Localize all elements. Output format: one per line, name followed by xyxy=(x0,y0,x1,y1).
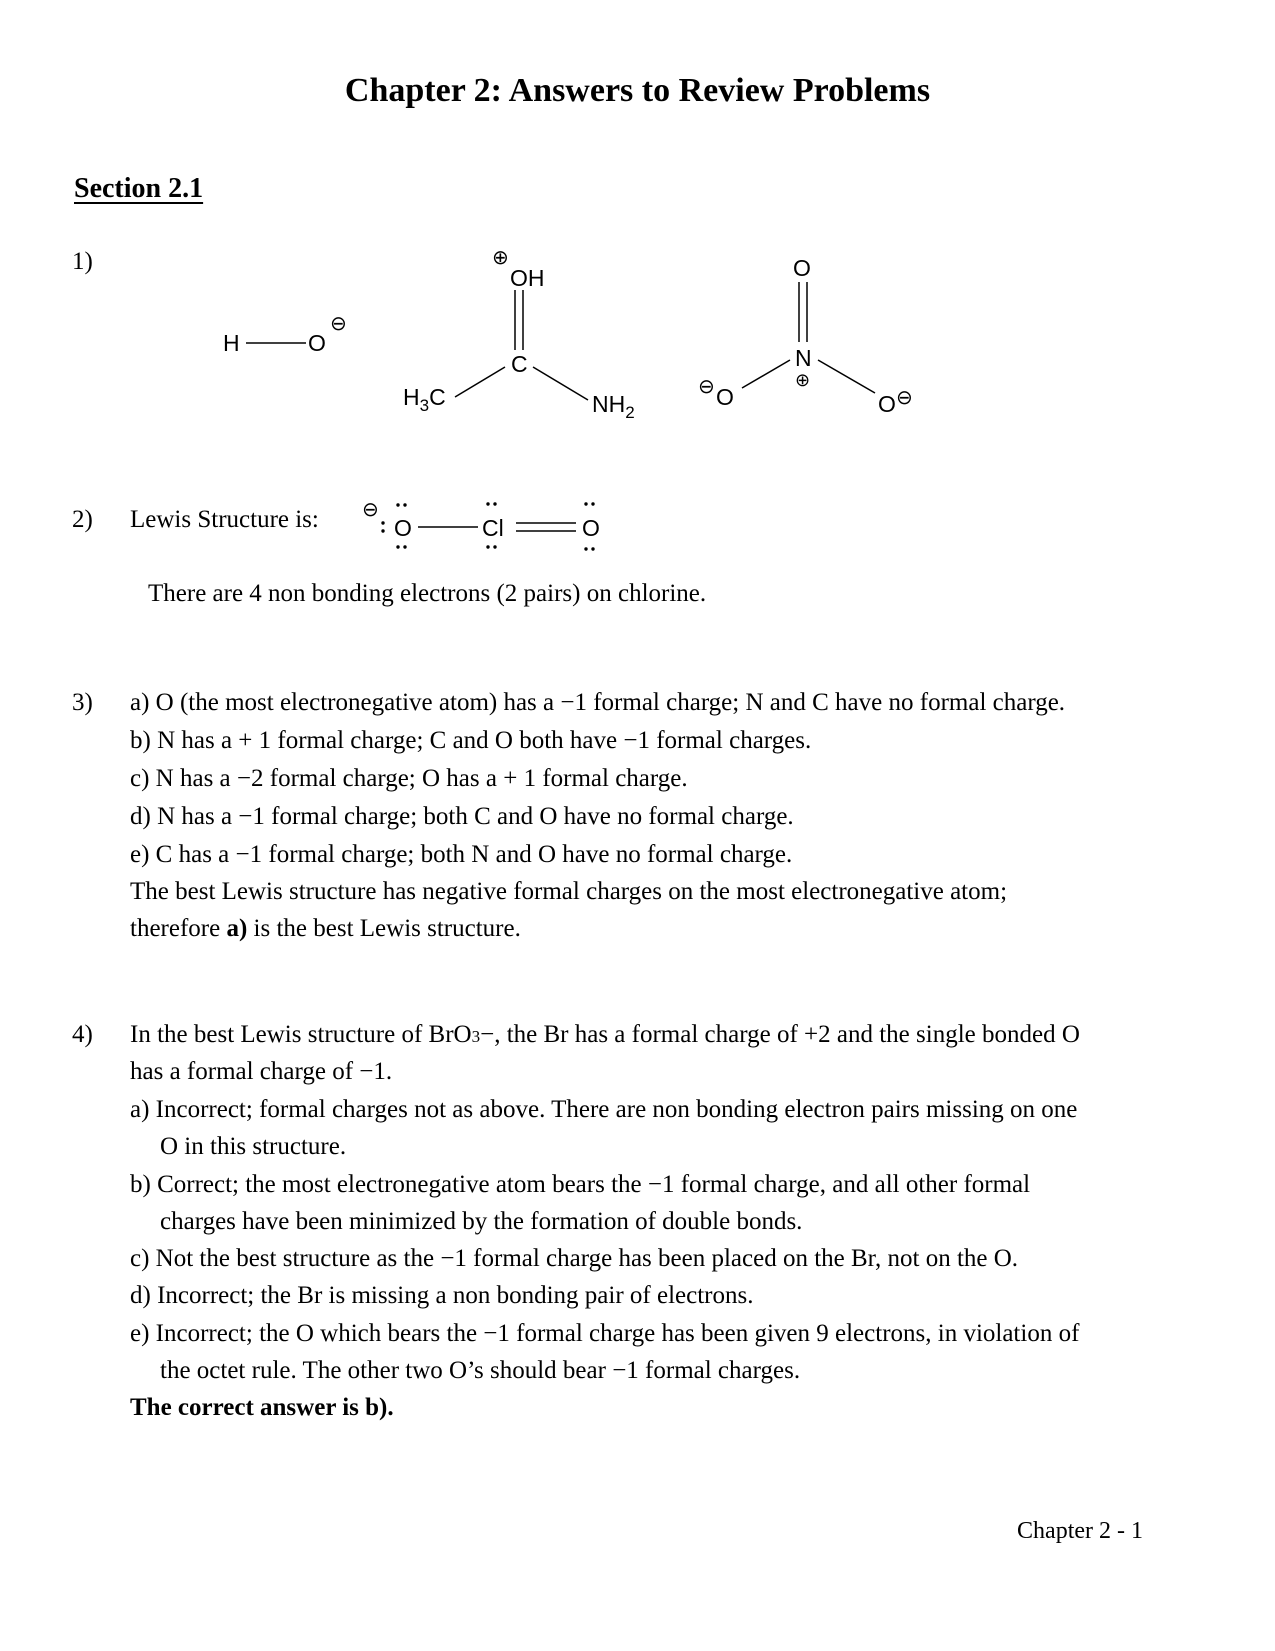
problem-4-item-a: a) Incorrect; formal charges not as above. There are non bonding electron pairs missing on one xyxy=(130,1096,1078,1123)
atom-o1: O xyxy=(394,515,412,541)
atom-o-right: O xyxy=(878,391,896,417)
lone-pair-dot xyxy=(381,529,384,532)
problem-3-line-d: d) N has a −1 formal charge; both C and O have no formal charge. xyxy=(130,803,794,830)
problem-3-line-e: e) C has a −1 formal charge; both N and O have no formal charge. xyxy=(130,841,793,868)
bond-c-ch3 xyxy=(455,367,505,397)
problem-3-number: 3) xyxy=(72,689,93,716)
lone-pair-dot xyxy=(493,545,496,548)
problem-2-note: There are 4 non bonding electrons (2 pairs) on chlorine. xyxy=(148,580,707,607)
problem-3-line-c: c) N has a −2 formal charge; O has a + 1 formal charge. xyxy=(130,765,688,792)
problem-4-intro: In the best Lewis structure of BrO3−, the Br has a formal charge of +2 and the single bonded O xyxy=(130,1021,1080,1048)
plus-charge-icon: ⊕ xyxy=(492,247,509,269)
atom-o-top: O xyxy=(793,255,811,281)
problem-2-label: Lewis Structure is: xyxy=(130,506,319,533)
atom-oh: OH xyxy=(510,265,545,291)
problem-4-item-c: c) Not the best structure as the −1 formal charge has been placed on the Br, not on the O. xyxy=(130,1245,1019,1272)
atom-h: H xyxy=(223,330,240,356)
problem-4-item-a-cont: O in this structure. xyxy=(160,1133,347,1160)
problem-4-answer: The correct answer is b). xyxy=(130,1394,394,1421)
lone-pair-dot xyxy=(486,545,489,548)
atom-o-left: O xyxy=(716,384,734,410)
lone-pair-dot xyxy=(403,503,406,506)
bond-c-nh2 xyxy=(533,367,588,400)
minus-charge-icon: ⊖ xyxy=(330,313,347,335)
page-title: Chapter 2: Answers to Review Problems xyxy=(344,72,931,109)
problem-4-item-e: e) Incorrect; the O which bears the −1 formal charge has been given 9 electrons, in violation of xyxy=(130,1320,1080,1347)
lone-pair-dot xyxy=(493,502,496,505)
atom-c: C xyxy=(511,351,528,377)
section-heading: Section 2.1 xyxy=(74,173,204,204)
problem-1-number: 1) xyxy=(72,248,93,275)
minus-charge-icon: ⊖ xyxy=(362,499,379,521)
lone-pair-dot xyxy=(403,545,406,548)
group-h3c: $H_3C$ xyxy=(403,384,446,415)
bond-n-o-right xyxy=(818,360,875,393)
problem-4-item-b: b) Correct; the most electronegative atom bears the −1 formal charge, and all other formal xyxy=(130,1171,1031,1198)
lone-pair-dot xyxy=(396,545,399,548)
problem-4-item-e-cont: the octet rule. The other two O’s should bear −1 formal charges. xyxy=(160,1357,801,1384)
atom-n: N xyxy=(795,345,812,371)
problem-3-conclusion-2: therefore a) is the best Lewis structure. xyxy=(130,915,521,942)
group-nh2: $NH_2$ xyxy=(592,391,635,422)
minus-charge-icon: ⊖ xyxy=(896,387,913,409)
atom-o: O xyxy=(308,330,326,356)
lone-pair-dot xyxy=(584,502,587,505)
problem-2-number: 2) xyxy=(72,506,93,533)
problem-4-number: 4) xyxy=(72,1021,93,1048)
lone-pair-dot xyxy=(396,503,399,506)
problem-4-item-b-cont: charges have been minimized by the formation of double bonds. xyxy=(160,1208,803,1235)
nitrate-structure xyxy=(698,255,913,417)
minus-charge-icon: ⊖ xyxy=(698,376,715,398)
chlorite-structure xyxy=(362,499,600,551)
page-footer: Chapter 2 - 1 xyxy=(1017,1518,1143,1544)
problem-4-item-d: d) Incorrect; the Br is missing a non bonding pair of electrons. xyxy=(130,1282,754,1309)
lone-pair-dot xyxy=(591,547,594,550)
protonated-acetamide-structure xyxy=(403,247,635,422)
problem-3-line-b: b) N has a + 1 formal charge; C and O both have −1 formal charges. xyxy=(130,727,812,754)
hydroxide-structure xyxy=(223,313,347,356)
lone-pair-dot xyxy=(486,502,489,505)
lone-pair-dot xyxy=(381,521,384,524)
problem-3-conclusion: The best Lewis structure has negative formal charges on the most electronegative atom; xyxy=(130,878,1008,905)
lone-pair-dot xyxy=(591,502,594,505)
atom-cl: Cl xyxy=(482,515,504,541)
problem-3-line-a: a) O (the most electronegative atom) has a −1 formal charge; N and C have no formal charge. xyxy=(130,689,1066,716)
bond-n-o-left xyxy=(742,360,790,388)
plus-charge-icon: ⊕ xyxy=(795,370,811,390)
atom-o2: O xyxy=(582,515,600,541)
problem-4-intro-2: has a formal charge of −1. xyxy=(130,1058,393,1085)
lone-pair-dot xyxy=(584,547,587,550)
problem-1-structures xyxy=(0,0,1275,640)
